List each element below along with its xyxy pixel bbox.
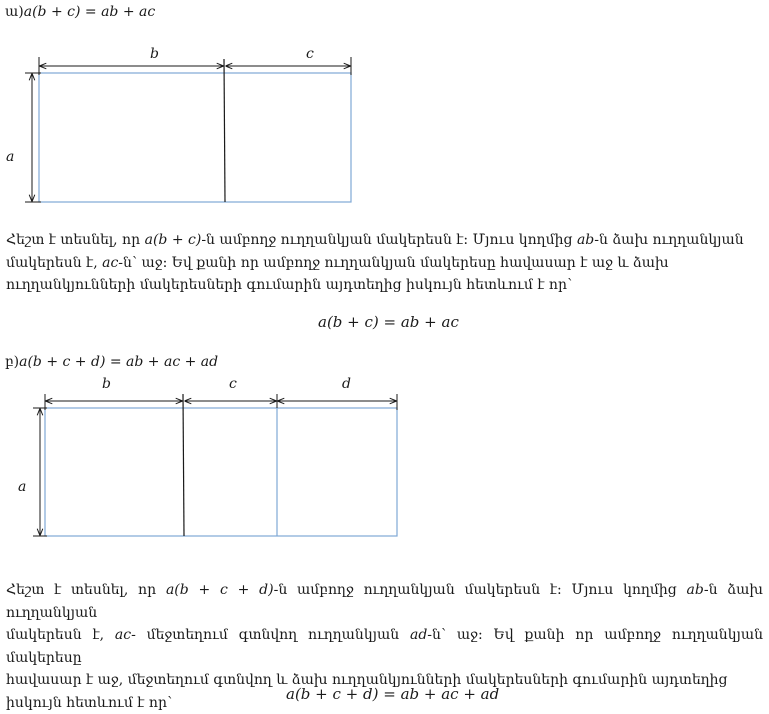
section-b-equation: a(b + c + d) = ab + ac + ad	[286, 685, 499, 703]
section-a-equation: a(b + c) = ab + ac	[318, 313, 459, 331]
figure-a-divider	[224, 59, 225, 202]
section-b-para-line-3: հավասար է աջ, մեջտեղում գտնվող և ձախ ուղղանկյունների մակերեսների գումարին այդտեղից	[6, 669, 763, 692]
figure-b-label-d: d	[342, 376, 351, 392]
section-a-label: ա)	[5, 4, 24, 20]
section-a-para-line-2: մակերեսն է, ac-ն՝ աջ: Եվ քանի որ ամբողջ ուղղանկյան մակերեսը հավասար է աջ և ձախ	[6, 252, 763, 275]
figure-a	[6, 46, 351, 202]
figure-a-label-c: c	[306, 46, 314, 62]
section-b-formula: a(b + c + d) = ab + ac + ad	[19, 354, 218, 370]
section-b-label: բ)	[5, 354, 19, 370]
section-b-para-line-1: Հեշտ է տեսնել, որ a(b + c + d)-ն ամբողջ ուղղանկյան մակերեսն է: Մյուս կողմից ab-ն ձախ ուղղանկյան	[6, 579, 763, 624]
section-b-heading	[5, 354, 218, 370]
figure-b-outer-rect	[45, 408, 397, 536]
section-a-para-line-3: ուղղանկյունների մակերեսների գումարին այդտեղից իսկույն հետևում է որ՝	[6, 274, 763, 297]
section-a-formula: a(b + c) = ab + ac	[24, 4, 155, 20]
figure-b-label-c: c	[229, 376, 237, 392]
section-b-para-line-4: իսկույն հետևում է որ՝	[6, 692, 763, 714]
figure-b-divider-1	[183, 394, 184, 536]
section-a-para-line-1: Հեշտ է տեսնել, որ a(b + c)-ն ամբողջ ուղղանկյան մակերեսն է: Մյուս կողմից ab-ն ձախ ուղղանկյան	[6, 229, 763, 252]
figure-a-label-a: a	[6, 149, 14, 165]
figure-b-label-a: a	[18, 479, 26, 495]
figure-a-label-b: b	[150, 46, 159, 62]
section-b-para-line-2: մակերեսն է, ac- մեջտեղում գտնվող ուղղանկյան ad-ն՝ աջ: Եվ քանի որ ամբողջ ուղղանկյան մակերեսը	[6, 624, 763, 669]
figure-a-outer-rect	[39, 73, 351, 202]
section-a-paragraph	[6, 229, 763, 297]
figure-b-label-b: b	[102, 376, 111, 392]
figure-b	[18, 376, 397, 536]
